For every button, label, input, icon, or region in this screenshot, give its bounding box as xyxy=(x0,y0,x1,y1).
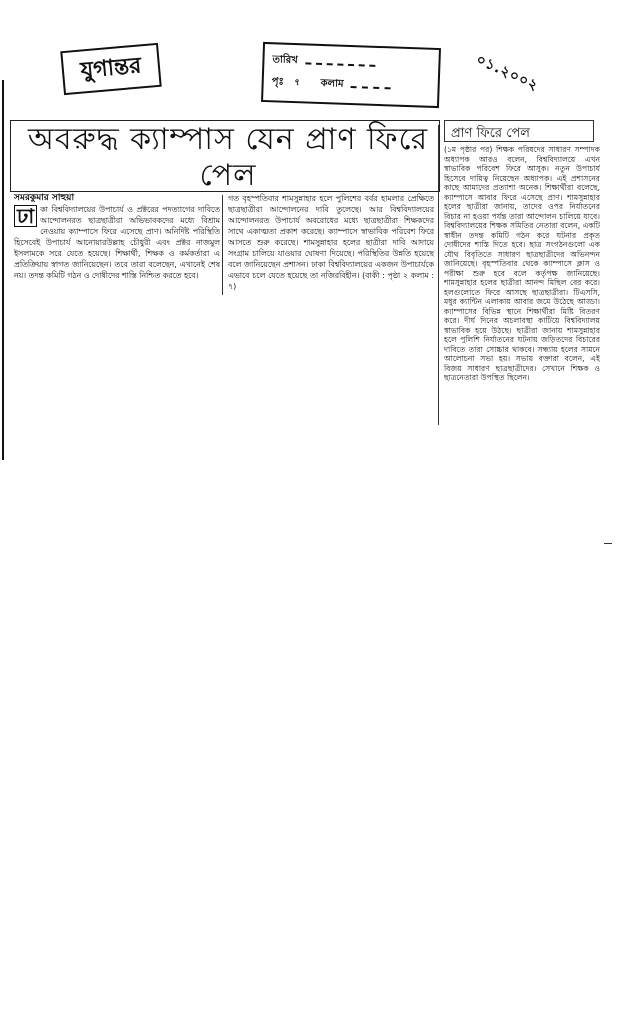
middle-column-text: গত বৃহস্পতিবার শামসুন্নাহার হলে পুলিশের বর্বর হামলার প্রেক্ষিতে ছাত্রছাত্রীরা আন্দোলনের দাবি তুলেছে। আর বিশ্ববিদ্যালয়ের আন্দোলনরত উপাচার্য অবরোধের মধ্যে ছাত্রছাত্রীরা শিক্ষকদের সাথে একাত্মতা প্রকাশ করেছে। ক্যাম্পাসে স্বাভাবিক পরিবেশ ফিরে আসতে শুরু করেছে। শামসুন্নাহার হলের ছাত্রীরা দাবি আদায়ে সংগ্রাম চালিয়ে যাওয়ার ঘোষণা দিয়েছে। পরিস্থিতির উন্নতি হয়েছে বলে জানিয়েছেন প্রশাসন। ঢাকা বিশ্ববিদ্যালয়ের একজন উপাচার্যকে এভাবে চলে যেতে হয়েছে তা নজিরবিহীন। (বাকী : পৃষ্ঠা ২ কলাম : ৭) xyxy=(228,194,434,291)
stamp-column-line xyxy=(351,80,391,89)
scan-margin-line xyxy=(2,80,4,460)
right-column-text: (১ম পৃষ্ঠার পর) শিক্ষক পরিষদের সাধারণ সম্পাদক অধ্যাপক আরও বলেন, বিশ্ববিদ্যালয়ে এখন স্বাভাবিক পরিবেশ ফিরে আসুক। নতুন উপাচার্য হিসেবে দায়িত্ব নিয়েছেন অধ্যাপক। এই প্রশাসনের কাছে আমাদের প্রত্যাশা অনেক। শিক্ষার্থীরা বলেছে, ক্যাম্পাসে আবার ফিরে এসেছে প্রাণ। শামসুন্নাহার হলের ছাত্রীরা জানায়, তাদের ওপর নির্যাতনের বিচার না হওয়া পর্যন্ত তারা আন্দোলন চালিয়ে যাবে। বিশ্ববিদ্যালয়ের শিক্ষক সমিতির নেতারা বলেন, একটি স্বাধীন তদন্ত কমিটি গঠন করে ঘটনার প্রকৃত দোষীদের শাস্তি দিতে হবে। ছাত্র সংগঠনগুলো এক যৌথ বিবৃতিতে সাধারণ ছাত্রছাত্রীদের অভিনন্দন জানিয়েছে। বৃহস্পতিবার থেকে ক্যাম্পাসে ক্লাস ও পরীক্ষা শুরু হবে বলে কর্তৃপক্ষ জানিয়েছে। শামসুন্নাহার হলের ছাত্রীরা আনন্দ মিছিল বের করে। হলগুলোতে ফিরে আসছে ছাত্রছাত্রীরা। টিএসসি, মধুর ক্যান্টিন এলাকায় আবার জমে উঠেছে আড্ডা। ক্যাম্পাসের বিভিন্ন স্থানে শিক্ষার্থীরা মিষ্টি বিতরণ করে। দীর্ঘ দিনের অচলাবস্থা কাটিয়ে বিশ্ববিদ্যালয় স্বাভাবিক হয়ে উঠছে। ছাত্রীরা জানায় শামসুন্নাহার হলে পুলিশি নির্যাতনের ঘটনায় জড়িতদের বিচারের দাবিতে তারা সোচ্চার থাকবে। সন্ধ্যায় হলের সামনে আলোচনা সভা হয়। সভায় বক্তারা বলেন, এই বিজয় সাধারণ ছাত্রছাত্রীদের। সেখানে শিক্ষক ও ছাত্রনেতারা উপস্থিত ছিলেন। xyxy=(444,145,600,382)
date-stamp xyxy=(261,42,441,108)
left-column-text: কা বিশ্ববিদ্যালয়ের উপাচার্য ও প্রক্টরের পদত্যাগের দাবিতে আন্দোলনরত ছাত্রছাত্রীরা অভিভাবকদের মধ্যে বিশ্রাম নেওয়ায় ক্যাম্পাসে ফিরে এসেছে প্রাণ। অনির্দিষ্ট পরিস্থিতি হিসেবেই উপাচার্য আনোয়ারউল্লাহ চৌধুরী এবং প্রক্টর নাজমুল ইসলামকে সরে যেতে হয়েছে। শিক্ষার্থী, শিক্ষক ও কর্মকর্তারা এ প্রতিক্রিয়ায় স্বাগত জানিয়েছেন। তবে তারা বলেছেন, এখানেই শেষ নয়। তদন্ত কমিটি গঠন ও দোষীদের শাস্তি নিশ্চিত করতে হবে। xyxy=(14,205,220,280)
stamp-handwriting: ৭ xyxy=(293,77,300,89)
article-right-column xyxy=(444,145,600,523)
byline: সমরকুমার সাহুয়া xyxy=(14,193,75,203)
right-column-divider xyxy=(438,125,439,425)
column-divider xyxy=(222,195,223,295)
article-left-column xyxy=(14,204,220,304)
handwritten-date: ০১.২০০২ xyxy=(473,51,541,95)
newspaper-masthead-stamp xyxy=(60,43,161,95)
masthead-text: যুগান্তর xyxy=(79,52,143,84)
stamp-column-label: কলাম xyxy=(320,77,344,90)
article-middle-column xyxy=(228,193,434,303)
stamp-date-line xyxy=(305,56,375,66)
scan-mark xyxy=(604,543,612,544)
stamp-date-row xyxy=(272,52,375,73)
drop-cap: ঢা xyxy=(14,205,37,227)
stamp-date-label: তারিখ xyxy=(272,54,299,67)
stamp-page-row xyxy=(271,74,391,95)
stamp-page-label: পৃঃ xyxy=(271,76,285,88)
continuation-heading: প্রাণ ফিরে পেল xyxy=(444,120,594,142)
page-title: অবরুদ্ধ ক্যাম্পাস যেন প্রাণ ফিরে পেল xyxy=(27,122,429,193)
